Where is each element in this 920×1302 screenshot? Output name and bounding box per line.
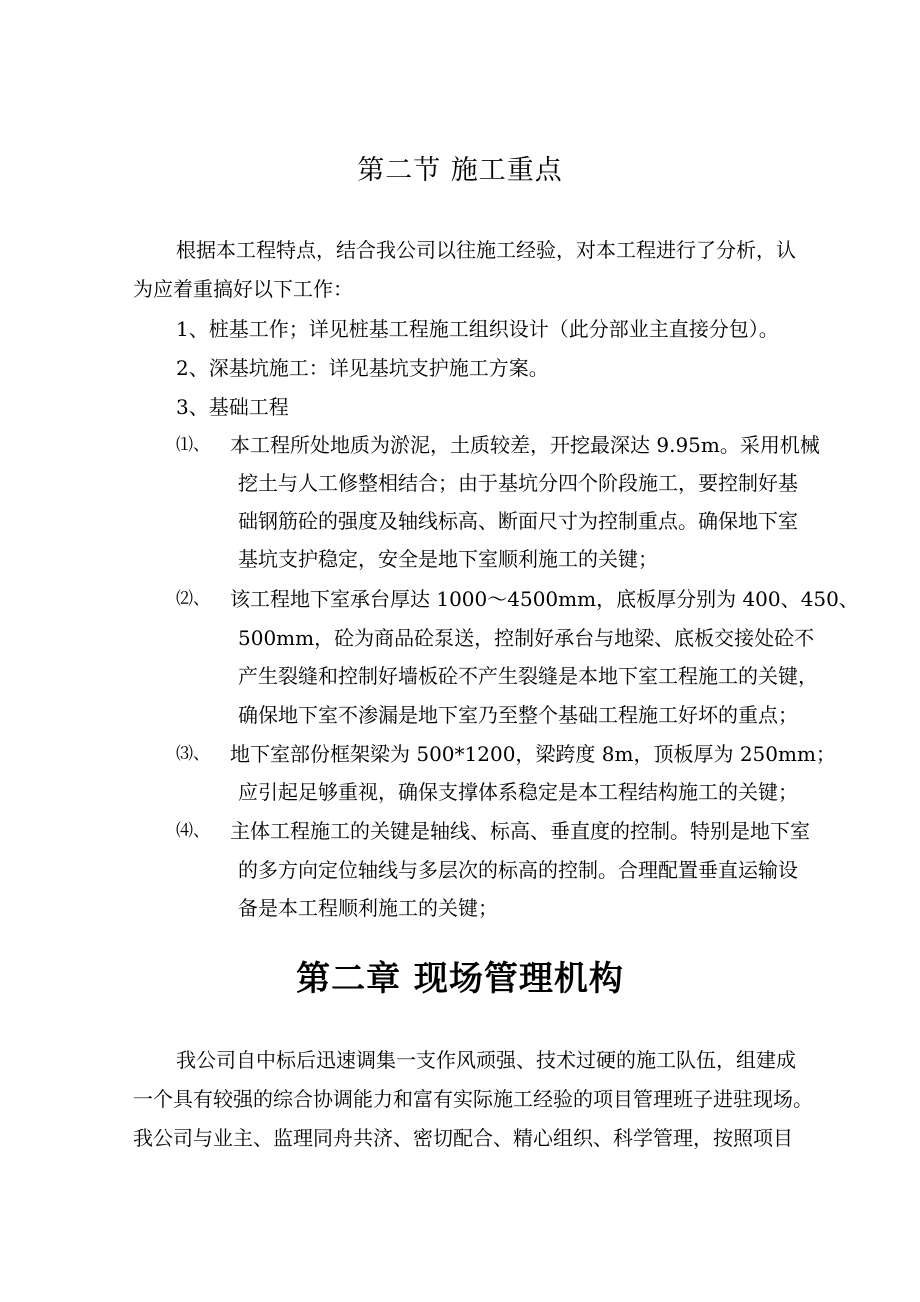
subitem-1-line-1: 本工程所处地质为淤泥，土质较差，开挖最深达 9.95m。采用机械	[230, 433, 820, 457]
item-3: 3、基础工程	[176, 395, 289, 419]
subitem-2-line-3: 产生裂缝和控制好墙板砼不产生裂缝是本地下室工程施工的关键，	[238, 664, 818, 688]
subitem-1-line-4: 基坑支护稳定，安全是地下室顺利施工的关键；	[238, 547, 658, 571]
subitem-4-line-2: 的多方向定位轴线与多层次的标高的控制。合理配置垂直运输设	[238, 858, 798, 882]
closing-line-2: 一个具有较强的综合协调能力和富有实际施工经验的项目管理班子进驻现场。	[133, 1087, 813, 1111]
chapter-title: 第二章 现场管理机构	[296, 959, 624, 999]
subitem-1-line-2: 挖土与人工修整相结合；由于基坑分四个阶段施工，要控制好基	[238, 471, 798, 495]
subitem-2-line-1: 该工程地下室承台厚达 1000～4500mm，底板厚分别为 400、450、	[230, 587, 859, 611]
subitem-3-line-1: 地下室部份框架梁为 500*1200，梁跨度 8m，顶板厚为 250mm；	[230, 742, 836, 766]
subitem-1-marker: ⑴、	[176, 435, 210, 455]
closing-line-3: 我公司与业主、监理同舟共济、密切配合、精心组织、科学管理，按照项目	[133, 1126, 793, 1150]
section-title: 第二节 施工重点	[357, 155, 563, 186]
subitem-2-line-2: 500mm，砼为商品砼泵送，控制好承台与地梁、底板交接处砼不	[238, 626, 815, 650]
item-2: 2、深基坑施工：详见基坑支护施工方案。	[176, 356, 549, 380]
subitem-4-marker: ⑷、	[176, 821, 210, 841]
intro-line-1: 根据本工程特点，结合我公司以往施工经验，对本工程进行了分析，认	[176, 238, 796, 262]
subitem-3-marker: ⑶、	[176, 744, 210, 764]
subitem-2-line-4: 确保地下室不渗漏是地下室乃至整个基础工程施工好坏的重点；	[238, 703, 798, 727]
subitem-1-line-3: 础钢筋砼的强度及轴线标高、断面尺寸为控制重点。确保地下室	[238, 509, 798, 533]
closing-line-1: 我公司自中标后迅速调集一支作风顽强、技术过硬的施工队伍，组建成	[176, 1048, 796, 1072]
subitem-4-line-3: 备是本工程顺利施工的关键；	[238, 896, 498, 920]
item-1: 1、桩基工作；详见桩基工程施工组织设计（此分部业主直接分包）。	[176, 317, 779, 341]
intro-line-2: 为应着重搞好以下工作：	[133, 277, 353, 301]
subitem-2-marker: ⑵、	[176, 589, 210, 609]
subitem-3-line-2: 应引起足够重视，确保支撑体系稳定是本工程结构施工的关键；	[238, 780, 798, 804]
subitem-4-line-1: 主体工程施工的关键是轴线、标高、垂直度的控制。特别是地下室	[230, 819, 810, 843]
